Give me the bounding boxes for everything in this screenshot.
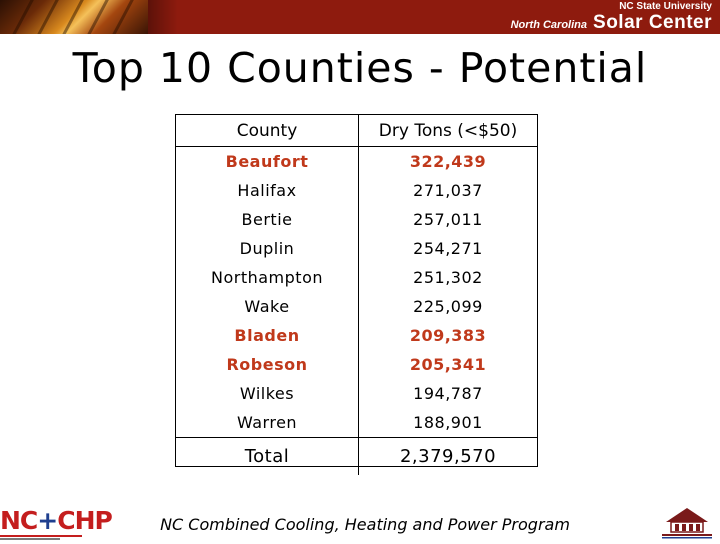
column-header-county: County xyxy=(236,120,298,141)
dry-tons-cell: 225,099 xyxy=(413,297,483,316)
center-name: Solar Center xyxy=(593,12,712,33)
total-label: Total xyxy=(244,446,290,467)
banner-fade xyxy=(148,0,178,34)
table-row xyxy=(176,176,537,205)
county-cell: Wake xyxy=(244,297,290,316)
header-banner xyxy=(0,0,720,34)
dry-tons-cell: 209,383 xyxy=(409,326,487,345)
counties-table xyxy=(175,114,538,467)
dry-tons-cell: 254,271 xyxy=(413,239,483,258)
dry-tons-cell: 322,439 xyxy=(409,152,487,171)
county-cell: Duplin xyxy=(239,239,295,258)
table-row xyxy=(176,408,537,437)
total-value: 2,379,570 xyxy=(399,446,497,467)
table-row xyxy=(176,205,537,234)
logo-chp: CHP xyxy=(57,506,112,535)
solar-center-house-icon xyxy=(658,506,716,540)
column-header-dry-tons: Dry Tons (<$50) xyxy=(378,120,518,141)
solar-center-name xyxy=(511,12,712,34)
table-row xyxy=(176,321,537,350)
county-cell: Robeson xyxy=(226,355,308,374)
county-cell: Beaufort xyxy=(225,152,309,171)
dry-tons-cell: 271,037 xyxy=(413,181,483,200)
slide-title: Top 10 Counties - Potential xyxy=(72,44,648,92)
nc-chp-logo xyxy=(0,506,112,540)
county-cell: Northampton xyxy=(211,268,323,287)
university-name: NC State University xyxy=(619,1,712,12)
county-cell: Bertie xyxy=(241,210,293,229)
table-row xyxy=(176,234,537,263)
county-cell: Warren xyxy=(236,413,298,432)
center-prefix: North Carolina xyxy=(510,19,588,31)
table-header xyxy=(176,115,537,147)
county-cell: Wilkes xyxy=(239,384,295,403)
table-row xyxy=(176,350,537,379)
dry-tons-cell: 257,011 xyxy=(413,210,483,229)
county-cell: Bladen xyxy=(234,326,300,345)
table-row xyxy=(176,263,537,292)
dry-tons-cell: 188,901 xyxy=(413,413,483,432)
table-row xyxy=(176,292,537,321)
logo-underline xyxy=(0,535,82,537)
dry-tons-cell: 205,341 xyxy=(409,355,487,374)
logo-nc: NC xyxy=(0,506,38,535)
table-row xyxy=(176,379,537,408)
logo-plus: + xyxy=(37,506,58,535)
county-cell: Halifax xyxy=(237,181,297,200)
solar-panel-photo xyxy=(0,0,148,34)
table-row xyxy=(176,147,537,176)
program-name: NC Combined Cooling, Heating and Power Program xyxy=(160,515,570,534)
dry-tons-cell: 251,302 xyxy=(413,268,483,287)
table-total-row xyxy=(176,437,537,475)
dry-tons-cell: 194,787 xyxy=(413,384,483,403)
